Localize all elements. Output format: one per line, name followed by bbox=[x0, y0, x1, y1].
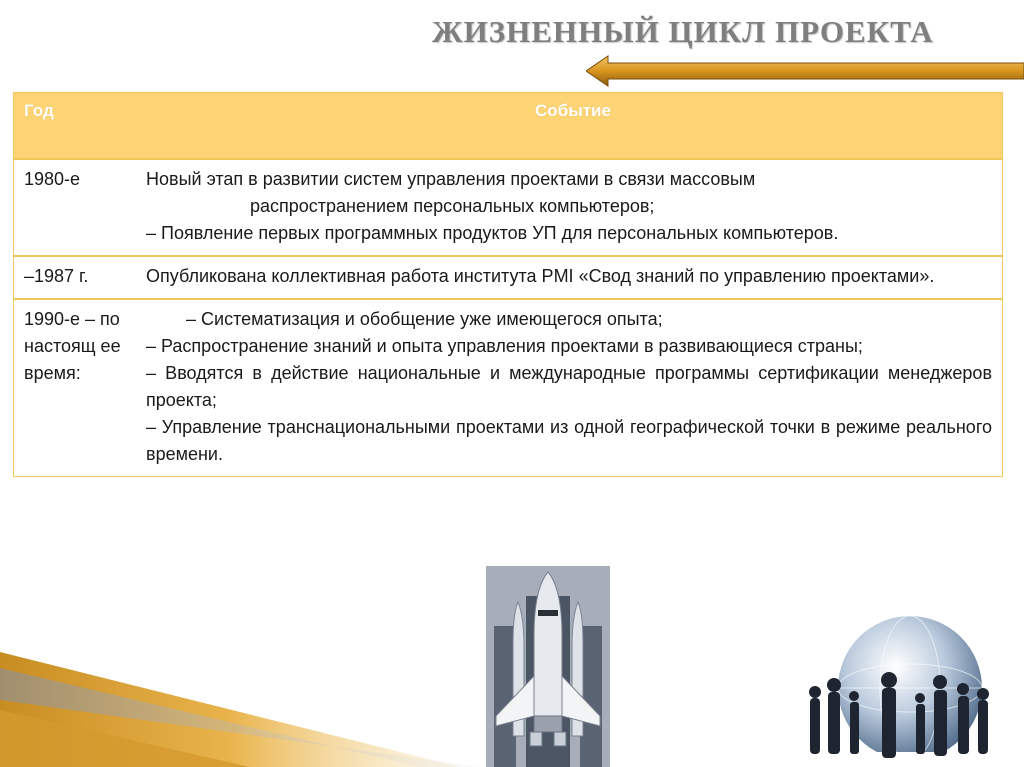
space-shuttle-icon bbox=[486, 566, 610, 767]
year-cell: 1990-е – по настоящ ее время: bbox=[14, 299, 144, 476]
event-line: – Появление первых программных продуктов УП для персональных компьютеров. bbox=[146, 223, 839, 243]
event-line: – Распространение знаний и опыта управления проектами в развивающиеся страны; bbox=[146, 336, 863, 356]
event-column-header: Событие bbox=[144, 93, 1002, 159]
table-row bbox=[14, 299, 1002, 476]
year-cell: 1980-е bbox=[14, 159, 144, 256]
year-column-header: Год bbox=[14, 93, 144, 159]
table-row bbox=[14, 159, 1002, 256]
event-cell bbox=[144, 256, 1002, 299]
globe-business-people-icon bbox=[792, 606, 1002, 767]
page-title: ЖИЗНЕННЫЙ ЦИКЛ ПРОЕКТА bbox=[432, 14, 934, 49]
event-line: – Вводятся в действие национальные и международные программы сертификации менеджеров проекта; bbox=[146, 363, 992, 410]
event-cell bbox=[144, 299, 1002, 476]
table-header-row bbox=[14, 93, 1002, 159]
year-cell: –1987 г. bbox=[14, 256, 144, 299]
event-line: Опубликована коллективная работа института PMI «Свод знаний по управлению проектами». bbox=[146, 266, 935, 286]
left-arrow-icon bbox=[586, 54, 1024, 88]
event-cell bbox=[144, 159, 1002, 256]
event-line: – Систематизация и обобщение уже имеющегося опыта; bbox=[186, 309, 663, 329]
table-row bbox=[14, 256, 1002, 299]
history-table bbox=[13, 92, 1003, 477]
event-line: – Управление транснациональными проектами из одной географической точки в режиме реального времени. bbox=[146, 417, 992, 464]
event-line: Новый этап в развитии систем управления проектами в связи массовым bbox=[146, 169, 756, 189]
event-line: распространением персональных компьютеров; bbox=[250, 196, 655, 216]
